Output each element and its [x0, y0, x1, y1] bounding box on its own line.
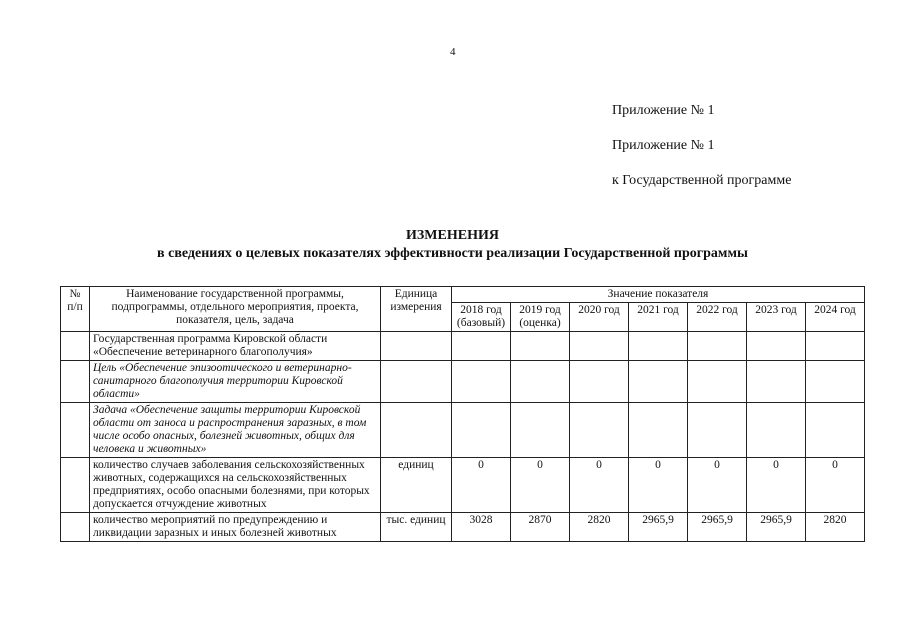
cell-value: [511, 403, 570, 458]
cell-value: 2820: [806, 513, 865, 542]
table-row: [61, 403, 865, 458]
cell-value: [629, 361, 688, 403]
cell-num: [61, 332, 90, 361]
cell-name: Государственная программа Кировской области «Обеспечение ветеринарного благополучия»: [90, 332, 381, 361]
header-num: № п/п: [61, 287, 90, 332]
cell-value: [747, 403, 806, 458]
cell-value: 0: [452, 458, 511, 513]
cell-value: [570, 403, 629, 458]
cell-value: [688, 361, 747, 403]
cell-unit: [381, 403, 452, 458]
cell-value: [688, 332, 747, 361]
cell-value: [452, 361, 511, 403]
cell-name: количество мероприятий по предупреждению и ликвидации заразных и иных болезней животных: [90, 513, 381, 542]
table-row: [61, 332, 865, 361]
header-year: 2023 год: [747, 303, 806, 332]
cell-name: Задача «Обеспечение защиты территории Кировской области от заноса и распространения заразных, в том числе особо опасных, болезней животных, общих для человека и животных»: [90, 403, 381, 458]
cell-value: [511, 361, 570, 403]
cell-value: 0: [688, 458, 747, 513]
cell-value: [747, 332, 806, 361]
header-name: Наименование государственной программы, подпрограммы, отдельного мероприятия, проекта, показателя, цель, задача: [90, 287, 381, 332]
cell-value: 0: [629, 458, 688, 513]
indicators-table: [60, 286, 865, 542]
cell-value: 2965,9: [629, 513, 688, 542]
cell-num: [61, 458, 90, 513]
cell-value: [806, 332, 865, 361]
cell-value: [806, 403, 865, 458]
cell-unit: [381, 361, 452, 403]
cell-value: [747, 361, 806, 403]
annex-line-2: Приложение № 1: [612, 138, 715, 153]
cell-value: [452, 332, 511, 361]
cell-unit: [381, 332, 452, 361]
cell-value: [806, 361, 865, 403]
cell-num: [61, 513, 90, 542]
header-year: 2020 год: [570, 303, 629, 332]
cell-unit: единиц: [381, 458, 452, 513]
table-row: [61, 361, 865, 403]
cell-value: [688, 403, 747, 458]
cell-value: [570, 361, 629, 403]
header-year: 2024 год: [806, 303, 865, 332]
cell-value: 0: [511, 458, 570, 513]
cell-value: 0: [806, 458, 865, 513]
cell-name: Цель «Обеспечение эпизоотического и ветеринарно-санитарного благополучия территории Кировской области»: [90, 361, 381, 403]
header-value-group: Значение показателя: [452, 287, 865, 303]
cell-value: [452, 403, 511, 458]
page-number: 4: [450, 46, 456, 58]
document-subtitle: в сведениях о целевых показателях эффективности реализации Государственной программы: [157, 246, 748, 261]
header-year: 2021 год: [629, 303, 688, 332]
annex-line-1: Приложение № 1: [612, 103, 715, 118]
cell-num: [61, 403, 90, 458]
cell-value: [570, 332, 629, 361]
cell-value: 2820: [570, 513, 629, 542]
cell-value: 0: [570, 458, 629, 513]
cell-value: 0: [747, 458, 806, 513]
cell-value: [629, 332, 688, 361]
header-year: 2019 год (оценка): [511, 303, 570, 332]
header-unit: Единица измерения: [381, 287, 452, 332]
cell-value: 2965,9: [688, 513, 747, 542]
cell-value: 3028: [452, 513, 511, 542]
cell-value: [629, 403, 688, 458]
cell-unit: тыс. единиц: [381, 513, 452, 542]
cell-name: количество случаев заболевания сельскохозяйственных животных, содержащихся на сельскохозяйственных предприятиях, особо опасными болезнями, при которых допускается отчуждение животных: [90, 458, 381, 513]
cell-value: [511, 332, 570, 361]
annex-line-3: к Государственной программе: [612, 173, 792, 188]
document-title: ИЗМЕНЕНИЯ: [406, 228, 499, 243]
cell-value: 2870: [511, 513, 570, 542]
cell-value: 2965,9: [747, 513, 806, 542]
table-row: [61, 458, 865, 513]
table-row: [61, 513, 865, 542]
header-year: 2018 год (базовый): [452, 303, 511, 332]
header-year: 2022 год: [688, 303, 747, 332]
cell-num: [61, 361, 90, 403]
